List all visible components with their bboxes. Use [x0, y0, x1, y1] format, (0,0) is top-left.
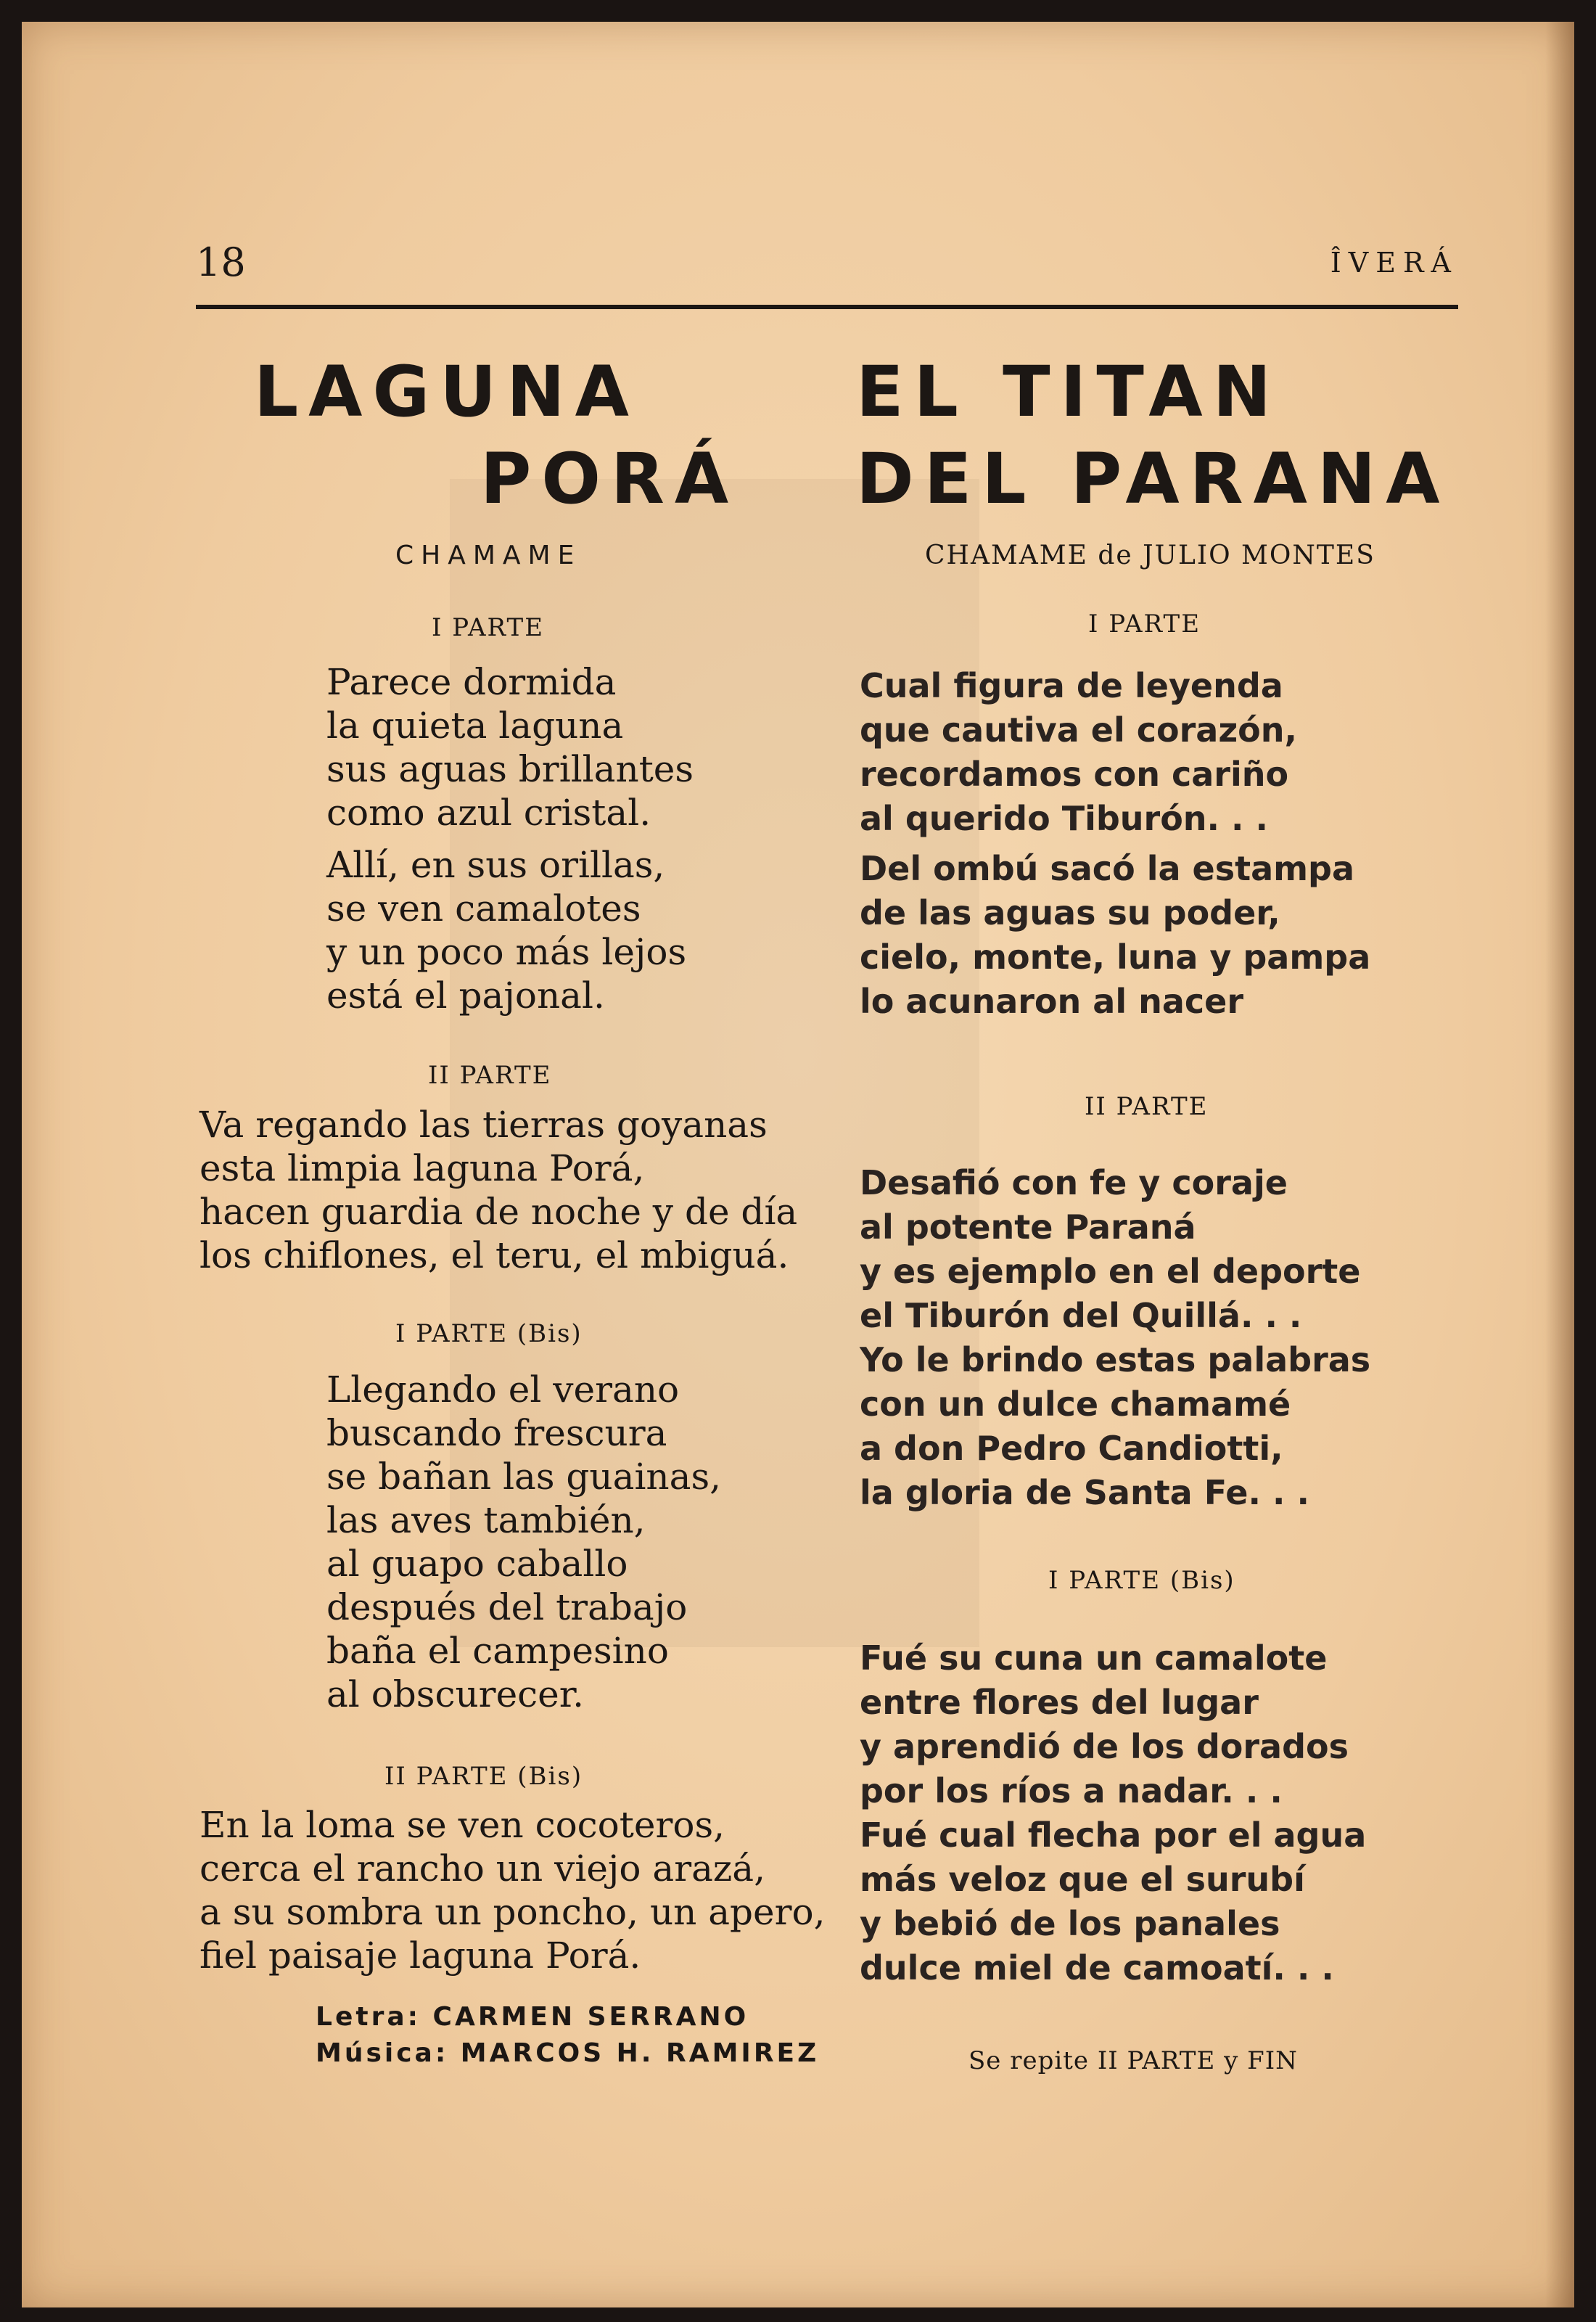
left-part-4-heading: II PARTE (Bis) — [384, 1762, 583, 1791]
verse-line: y aprendió de los dorados — [860, 1727, 1349, 1766]
verse-line: como azul cristal. — [326, 792, 651, 834]
verse-line: buscando frescura — [326, 1412, 667, 1454]
right-part-2-verse — [860, 1161, 1411, 1515]
lyrics-credit: Letra: CARMEN SERRANO — [316, 2002, 749, 2032]
verse-line: y es ejemplo en el deporte — [860, 1252, 1361, 1291]
verse-line: al querido Tiburón. . . — [860, 799, 1269, 838]
verse-line: el Tiburón del Quillá. . . — [860, 1296, 1302, 1335]
verse-line: Desafió con fe y coraje — [860, 1163, 1288, 1202]
verse-line: a don Pedro Candiotti, — [860, 1429, 1283, 1468]
verse-line: las aves también, — [326, 1499, 646, 1541]
right-footer-note: Se repite II PARTE y FIN — [968, 2046, 1298, 2075]
verse-line: al obscurecer. — [326, 1673, 585, 1715]
verse-line: lo acunaron al nacer — [860, 982, 1244, 1021]
verse-line: al potente Paraná — [860, 1207, 1196, 1247]
right-part-3-verse — [860, 1636, 1411, 1990]
verse-line: por los ríos a nadar. . . — [860, 1771, 1283, 1810]
right-title-line1: EL TITAN — [856, 351, 1282, 432]
verse-line: Del ombú sacó la estampa — [860, 849, 1355, 888]
verse-line: Allí, en sus orillas, — [326, 844, 665, 886]
verse-line: más veloz que el surubí — [860, 1860, 1305, 1899]
verse-line: después del trabajo — [326, 1586, 688, 1628]
verse-line: y bebió de los panales — [860, 1904, 1280, 1943]
left-part-3-verse — [326, 1368, 820, 1716]
running-title: ÎVERÁ — [1330, 247, 1458, 279]
verse-line: Yo le brindo estas palabras — [860, 1340, 1371, 1379]
verse-line: de las aguas su poder, — [860, 893, 1280, 932]
verse-line: recordamos con cariño — [860, 755, 1289, 794]
verse-line: al guapo caballo — [326, 1543, 628, 1585]
left-title-line2: PORÁ — [480, 438, 739, 520]
right-part-1-heading: I PARTE — [1088, 610, 1201, 639]
verse-line: se ven camalotes — [326, 887, 641, 930]
verse-line: la gloria de Santa Fe. . . — [860, 1473, 1309, 1512]
right-part-2-heading: II PARTE — [1085, 1092, 1209, 1121]
left-credits — [316, 1999, 838, 2072]
verse-line: que cautiva el corazón, — [860, 710, 1297, 750]
verse-line: dulce miel de camoatí. . . — [860, 1948, 1334, 1987]
verse-line: cielo, monte, luna y pampa — [860, 938, 1371, 977]
verse-line: está el pajonal. — [326, 975, 605, 1017]
left-title-line1: LAGUNA — [254, 351, 639, 432]
verse-line: Fué su cuna un camalote — [860, 1638, 1328, 1678]
verse-line: se bañan las guainas, — [326, 1456, 721, 1498]
verse-line: Llegando el verano — [326, 1369, 680, 1411]
verse-line: hacen guardia de noche y de día — [200, 1191, 798, 1233]
left-part-2-verse — [200, 1103, 838, 1277]
right-part-3-heading: I PARTE (Bis) — [1048, 1566, 1235, 1595]
magazine-page — [22, 22, 1574, 2307]
music-credit: Música: MARCOS H. RAMIREZ — [316, 2038, 820, 2068]
left-subtitle: CHAMAME — [395, 541, 582, 570]
verse-line: Va regando las tierras goyanas — [200, 1104, 768, 1146]
right-subtitle: CHAMAME de JULIO MONTES — [925, 541, 1375, 570]
left-title-block — [254, 348, 762, 522]
verse-line: Parece dormida — [326, 661, 617, 703]
right-title-line2: DEL PARANA — [856, 438, 1450, 520]
verse-line: a su sombra un poncho, un apero, — [200, 1891, 826, 1933]
verse-line: y un poco más lejos — [326, 931, 687, 973]
verse-line: baña el campesino — [326, 1630, 669, 1672]
page-header — [196, 232, 1458, 305]
verse-line: fiel paisaje laguna Porá. — [200, 1935, 641, 1977]
verse-line: los chiflones, el teru, el mbiguá. — [200, 1234, 789, 1276]
verse-line: Cual figura de leyenda — [860, 666, 1283, 705]
verse-line: con un dulce chamamé — [860, 1384, 1291, 1424]
right-part-1-verse — [860, 664, 1411, 1024]
verse-line: esta limpia laguna Porá, — [200, 1147, 645, 1189]
verse-line: cerca el rancho un viejo arazá, — [200, 1847, 765, 1890]
verse-line: la quieta laguna — [326, 705, 624, 747]
left-part-3-heading: I PARTE (Bis) — [395, 1319, 583, 1348]
right-title-block — [856, 348, 1574, 522]
header-rule — [196, 305, 1458, 309]
left-part-1-verse — [326, 660, 776, 1017]
verse-line: Fué cual flecha por el agua — [860, 1816, 1367, 1855]
page-number: 18 — [196, 239, 246, 285]
left-part-2-heading: II PARTE — [428, 1061, 552, 1090]
verse-line: sus aguas brillantes — [326, 748, 694, 790]
left-part-4-verse — [200, 1803, 838, 1977]
verse-line: En la loma se ven cocoteros, — [200, 1804, 725, 1846]
left-part-1-heading: I PARTE — [432, 613, 545, 642]
verse-line: entre flores del lugar — [860, 1683, 1259, 1722]
